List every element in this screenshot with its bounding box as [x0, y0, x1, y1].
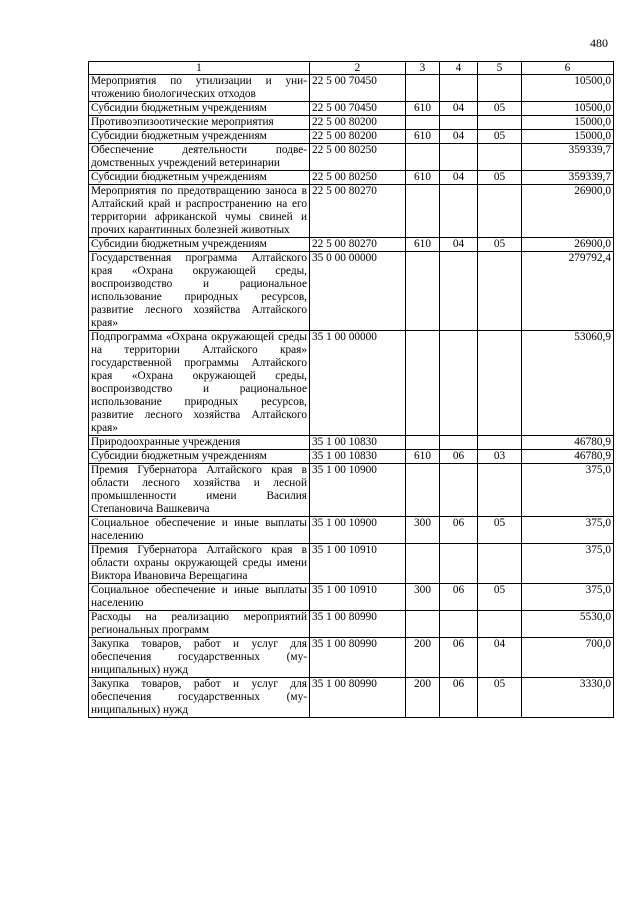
type-cell: 610: [406, 102, 440, 116]
subsection-cell: 05: [478, 584, 522, 611]
type-cell: 610: [406, 171, 440, 185]
table-body: [89, 75, 614, 718]
type-cell: [406, 116, 440, 130]
subsection-cell: [478, 464, 522, 517]
table-header-row: [89, 62, 614, 75]
amount-cell: 3330,0: [522, 678, 614, 718]
name-cell: Подпрограмма «Охрана окружающей среды на территории Алтайского края» государственной программы Алтайского края «Охрана окружающей среды, воспроизводство и рациональное использование природных ресурсов, развитие лесного хозяйства Алтайского края»: [89, 331, 310, 436]
type-cell: [406, 611, 440, 638]
column-header: 1: [89, 62, 310, 75]
column-header: 2: [310, 62, 406, 75]
name-cell: Обеспечение деятельности подведомственных учреждений ветеринарии: [89, 144, 310, 171]
section-cell: [440, 75, 478, 102]
subsection-cell: [478, 436, 522, 450]
subsection-cell: 03: [478, 450, 522, 464]
subsection-cell: [478, 611, 522, 638]
section-cell: 06: [440, 584, 478, 611]
name-cell: Закупка товаров, работ и услуг для обеспечения государственных (муниципальных) нужд: [89, 638, 310, 678]
section-cell: 04: [440, 130, 478, 144]
page-number: 480: [590, 36, 608, 50]
name-cell: Расходы на реализацию мероприятий региональных программ: [89, 611, 310, 638]
subsection-cell: [478, 544, 522, 584]
subsection-cell: [478, 331, 522, 436]
type-cell: 610: [406, 130, 440, 144]
section-cell: [440, 116, 478, 130]
amount-cell: 10500,0: [522, 102, 614, 116]
table-row: [89, 75, 614, 102]
column-header: 6: [522, 62, 614, 75]
table-row: [89, 450, 614, 464]
table-row: [89, 252, 614, 331]
table-row: [89, 116, 614, 130]
amount-cell: 10500,0: [522, 75, 614, 102]
code-cell: 35 1 00 80990: [310, 638, 406, 678]
amount-cell: 375,0: [522, 464, 614, 517]
amount-cell: 26900,0: [522, 238, 614, 252]
name-cell: Социальное обеспечение и иные выплаты населению: [89, 517, 310, 544]
amount-cell: 375,0: [522, 584, 614, 611]
subsection-cell: 05: [478, 102, 522, 116]
subsection-cell: 05: [478, 238, 522, 252]
amount-cell: 700,0: [522, 638, 614, 678]
type-cell: [406, 252, 440, 331]
section-cell: 04: [440, 171, 478, 185]
amount-cell: 15000,0: [522, 130, 614, 144]
section-cell: 06: [440, 678, 478, 718]
subsection-cell: [478, 116, 522, 130]
type-cell: 610: [406, 238, 440, 252]
name-cell: Социальное обеспечение и иные выплаты населению: [89, 584, 310, 611]
table-row: [89, 331, 614, 436]
name-cell: Природоохранные учреждения: [89, 436, 310, 450]
name-cell: Премия Губернатора Алтайского края в области охраны окружающей среды имени Виктора Ивановича Верещагина: [89, 544, 310, 584]
section-cell: [440, 464, 478, 517]
subsection-cell: [478, 185, 522, 238]
code-cell: 22 5 00 80250: [310, 144, 406, 171]
code-cell: 35 1 00 10900: [310, 517, 406, 544]
column-header: 3: [406, 62, 440, 75]
subsection-cell: 05: [478, 171, 522, 185]
code-cell: 35 1 00 10830: [310, 450, 406, 464]
amount-cell: 359339,7: [522, 144, 614, 171]
table-row: [89, 185, 614, 238]
code-cell: 22 5 00 70450: [310, 102, 406, 116]
amount-cell: 46780,9: [522, 436, 614, 450]
code-cell: 22 5 00 80270: [310, 185, 406, 238]
name-cell: Субсидии бюджетным учреждениям: [89, 130, 310, 144]
type-cell: [406, 464, 440, 517]
code-cell: 35 0 00 00000: [310, 252, 406, 331]
name-cell: Мероприятия по утилизации и уничтожению биологических отходов: [89, 75, 310, 102]
section-cell: [440, 331, 478, 436]
section-cell: [440, 611, 478, 638]
section-cell: [440, 436, 478, 450]
code-cell: 35 1 00 80990: [310, 678, 406, 718]
name-cell: Государственная программа Алтайского края «Охрана окружающей среды, воспроизводство и рациональное использование природных ресурсов, развитие лесного хозяйства Алтайского края»: [89, 252, 310, 331]
section-cell: 04: [440, 238, 478, 252]
amount-cell: 15000,0: [522, 116, 614, 130]
code-cell: 35 1 00 10910: [310, 584, 406, 611]
name-cell: Субсидии бюджетным учреждениям: [89, 171, 310, 185]
type-cell: [406, 331, 440, 436]
code-cell: 22 5 00 80200: [310, 130, 406, 144]
code-cell: 35 1 00 10830: [310, 436, 406, 450]
subsection-cell: 04: [478, 638, 522, 678]
type-cell: [406, 185, 440, 238]
code-cell: 35 1 00 00000: [310, 331, 406, 436]
column-header: 4: [440, 62, 478, 75]
subsection-cell: [478, 75, 522, 102]
table-row: [89, 436, 614, 450]
subsection-cell: [478, 252, 522, 331]
type-cell: [406, 75, 440, 102]
section-cell: 06: [440, 450, 478, 464]
amount-cell: 279792,4: [522, 252, 614, 331]
subsection-cell: 05: [478, 130, 522, 144]
table-row: [89, 611, 614, 638]
type-cell: 610: [406, 450, 440, 464]
amount-cell: 26900,0: [522, 185, 614, 238]
code-cell: 22 5 00 80270: [310, 238, 406, 252]
name-cell: Противоэпизоотические мероприятия: [89, 116, 310, 130]
table-row: [89, 517, 614, 544]
type-cell: 200: [406, 638, 440, 678]
amount-cell: 5530,0: [522, 611, 614, 638]
code-cell: 35 1 00 80990: [310, 611, 406, 638]
name-cell: Премия Губернатора Алтайского края в области лесного хозяйства и лесной промышленности имени Василия Степановича Вашкевича: [89, 464, 310, 517]
section-cell: [440, 144, 478, 171]
amount-cell: 375,0: [522, 544, 614, 584]
type-cell: [406, 436, 440, 450]
subsection-cell: [478, 144, 522, 171]
table-row: [89, 171, 614, 185]
table-row: [89, 584, 614, 611]
budget-table: [88, 61, 614, 718]
section-cell: [440, 185, 478, 238]
section-cell: 06: [440, 517, 478, 544]
table-row: [89, 544, 614, 584]
section-cell: 04: [440, 102, 478, 116]
type-cell: [406, 544, 440, 584]
amount-cell: 375,0: [522, 517, 614, 544]
section-cell: [440, 544, 478, 584]
name-cell: Субсидии бюджетным учреждениям: [89, 102, 310, 116]
type-cell: 300: [406, 517, 440, 544]
column-header: 5: [478, 62, 522, 75]
name-cell: Субсидии бюджетным учреждениям: [89, 450, 310, 464]
table-row: [89, 238, 614, 252]
table-row: [89, 678, 614, 718]
amount-cell: 46780,9: [522, 450, 614, 464]
code-cell: 22 5 00 70450: [310, 75, 406, 102]
type-cell: 200: [406, 678, 440, 718]
type-cell: 300: [406, 584, 440, 611]
code-cell: 22 5 00 80200: [310, 116, 406, 130]
type-cell: [406, 144, 440, 171]
amount-cell: 53060,9: [522, 331, 614, 436]
name-cell: Субсидии бюджетным учреждениям: [89, 238, 310, 252]
subsection-cell: 05: [478, 678, 522, 718]
table-row: [89, 102, 614, 116]
code-cell: 35 1 00 10910: [310, 544, 406, 584]
name-cell: Закупка товаров, работ и услуг для обеспечения государственных (муниципальных) нужд: [89, 678, 310, 718]
subsection-cell: 05: [478, 517, 522, 544]
section-cell: 06: [440, 638, 478, 678]
amount-cell: 359339,7: [522, 171, 614, 185]
table-row: [89, 464, 614, 517]
code-cell: 22 5 00 80250: [310, 171, 406, 185]
table-row: [89, 638, 614, 678]
code-cell: 35 1 00 10900: [310, 464, 406, 517]
name-cell: Мероприятия по предотвращению заноса в Алтайский край и распространению на его территории африканской чумы свиней и прочих карантинных болезней животных: [89, 185, 310, 238]
section-cell: [440, 252, 478, 331]
table-row: [89, 144, 614, 171]
table-row: [89, 130, 614, 144]
